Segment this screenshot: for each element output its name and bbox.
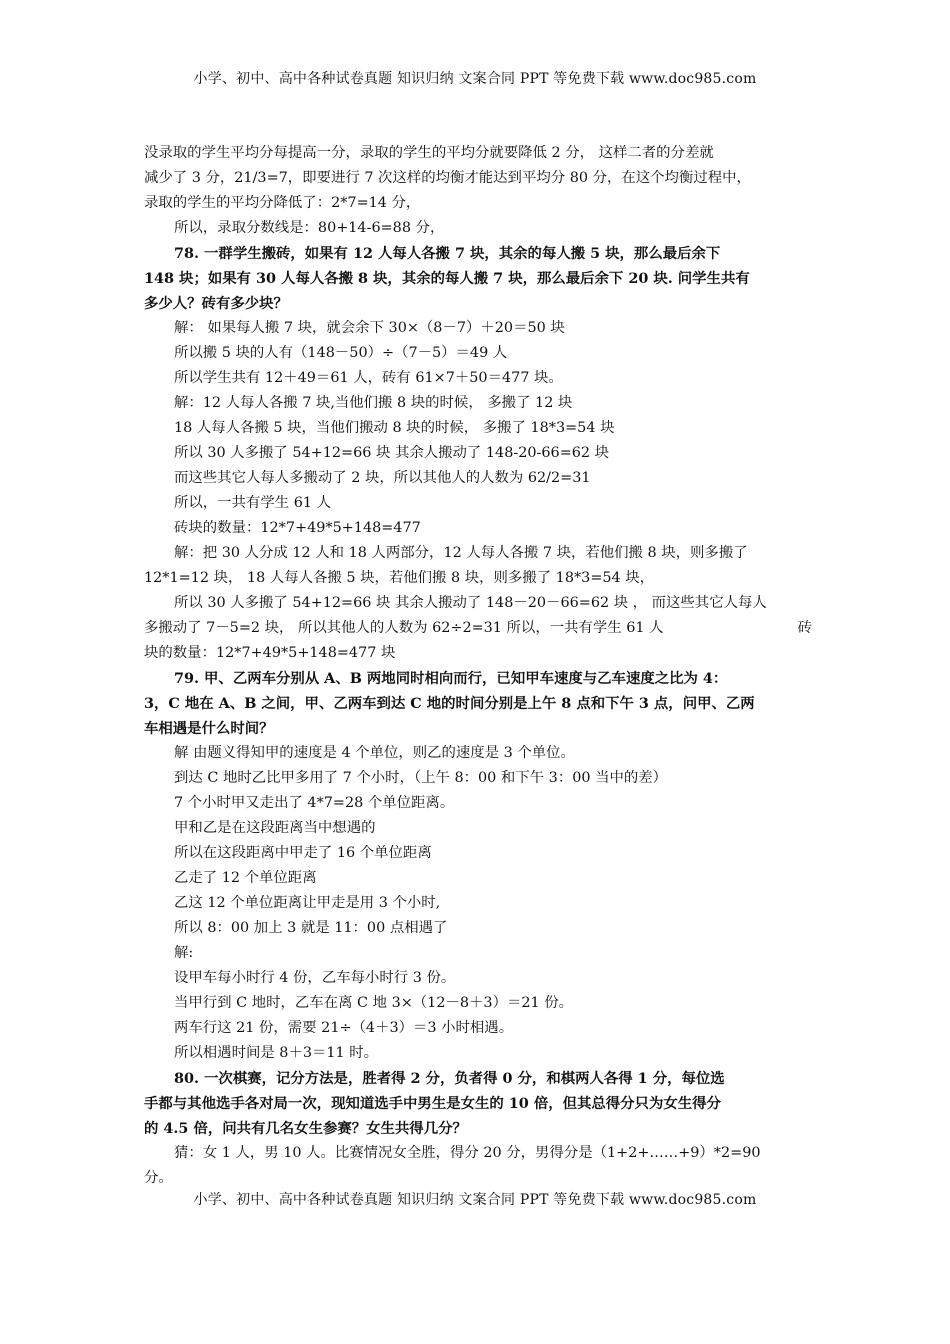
text-line: 所以，录取分数线是：80+14-6=88 分， — [174, 220, 445, 236]
solution-line: 而这些其它人每人多搬动了 2 块，所以其他人的人数为 62/2=31 — [174, 470, 591, 486]
solution-line: 猜：女 1 人，男 10 人。比赛情况女全胜，得分 20 分，男得分是（1+2+……+9）*2=90 — [174, 1145, 761, 1161]
solution-line: 所以搬 5 块的人有（148－50）÷（7－5）＝49 人 — [174, 345, 508, 361]
solution-text: 多搬动了 7－5=2 块， 所以其他人的人数为 62÷2=31 所以，一共有学生 61 人 — [144, 620, 664, 636]
solution-line: 所以 30 人多搬了 54+12=66 块 其余人搬动了 148－20－66=62 块 ， 而这些其它人每人 — [174, 595, 767, 611]
question-79-line: 79. 甲、乙两车分别从 A、B 两地同时相向而行，已知甲车速度与乙车速度之比为 4： — [174, 670, 728, 687]
question-78-line: 多少人？砖有多少块？ — [144, 295, 288, 312]
text-line: 没录取的学生平均分每提高一分，录取的学生的平均分就要降低 2 分， 这样二者的分差就 — [144, 145, 714, 161]
solution-line: 解: — [174, 945, 194, 961]
question-80-line: 80. 一次棋赛，记分方法是，胜者得 2 分，负者得 0 分，和棋两人各得 1 分，每位选 — [174, 1070, 725, 1087]
solution-line: 所以，一共有学生 61 人 — [174, 495, 331, 511]
solution-line: 当甲行到 C 地时，乙车在离 C 地 3×（12－8＋3）＝21 份。 — [174, 995, 574, 1011]
solution-line: 到达 C 地时乙比甲多用了 7 个小时，（上午 8：00 和下午 3：00 当中的差） — [174, 770, 668, 786]
question-78-line: 78. 一群学生搬砖，如果有 12 人每人各搬 7 块，其余的每人搬 5 块，那么最后余下 — [174, 245, 721, 262]
solution-line: 7 个小时甲又走出了 4*7=28 个单位距离。 — [174, 795, 455, 811]
solution-line: 块的数量：12*7+49*5+148=477 块 — [144, 645, 396, 661]
solution-line: 解 由题义得知甲的速度是 4 个单位，则乙的速度是 3 个单位。 — [174, 745, 575, 761]
solution-line: 乙走了 12 个单位距离 — [174, 870, 317, 886]
solution-line: 解：12 人每人各搬 7 块,当他们搬 8 块的时候， 多搬了 12 块 — [174, 395, 573, 411]
solution-line: 所以相遇时间是 8＋3＝11 时。 — [174, 1045, 379, 1061]
solution-line: 所以在这段距离中甲走了 16 个单位距离 — [174, 845, 432, 861]
question-79-line: 车相遇是什么时间？ — [144, 720, 274, 737]
solution-line: 所以 8：00 加上 3 就是 11：00 点相遇了 — [174, 920, 448, 936]
solution-line: 乙这 12 个单位距离让甲走是用 3 个小时, — [174, 895, 441, 911]
solution-line: 所以 30 人多搬了 54+12=66 块 其余人搬动了 148-20-66=62 块 — [174, 445, 610, 461]
text-line: 录取的学生的平均分降低了：2*7=14 分， — [144, 195, 421, 211]
solution-line: 解：把 30 人分成 12 人和 18 人两部分，12 人每人各搬 7 块，若他们搬 8 块，则多搬了 — [174, 545, 748, 561]
solution-text: 砖 — [797, 620, 812, 636]
page-footer: 小学、初中、高中各种试卷真题 知识归纳 文案合同 PPT 等免费下载 www.doc985.com — [193, 1192, 757, 1208]
question-80-line: 的 4.5 倍，问共有几名女生参赛？女生共得几分？ — [144, 1120, 467, 1137]
solution-line: 砖块的数量：12*7+49*5+148=477 — [174, 520, 421, 536]
solution-line: 设甲车每小时行 4 份，乙车每小时行 3 份。 — [174, 970, 456, 986]
solution-line: 18 人每人各搬 5 块，当他们搬动 8 块的时候， 多搬了 18*3=54 块 — [174, 420, 615, 436]
solution-line: 所以学生共有 12＋49＝61 人，砖有 61×7＋50＝477 块。 — [174, 370, 563, 386]
solution-line: 分。 — [144, 1170, 173, 1186]
question-80-line: 手都与其他选手各对局一次，现知道选手中男生是女生的 10 倍，但其总得分只为女生得分 — [144, 1095, 721, 1112]
question-79-line: 3，C 地在 A、B 之间，甲、乙两车到达 C 地的时间分别是上午 8 点和下午 3 点，问甲、乙两 — [144, 695, 755, 712]
solution-line: 解： 如果每人搬 7 块，就会余下 30×（8－7）＋20＝50 块 — [174, 320, 565, 336]
page-header: 小学、初中、高中各种试卷真题 知识归纳 文案合同 PPT 等免费下载 www.doc985.com — [193, 71, 757, 87]
solution-line: 12*1=12 块， 18 人每人各搬 5 块，若他们搬 8 块，则多搬了 18*3=54 块， — [144, 570, 655, 586]
solution-line: 两车行这 21 份，需要 21÷（4＋3）＝3 小时相遇。 — [174, 1020, 514, 1036]
solution-line: 甲和乙是在这段距离当中想遇的 — [174, 820, 376, 836]
solution-line — [144, 616, 812, 641]
document-body — [144, 141, 812, 1191]
question-78-line: 148 块；如果有 30 人每人各搬 8 块，其余的每人搬 7 块，那么最后余下 20 块. 问学生共有 — [144, 270, 750, 287]
text-line: 减少了 3 分，21/3=7，即要进行 7 次这样的均衡才能达到平均分 80 分，在这个均衡过程中， — [144, 170, 751, 186]
